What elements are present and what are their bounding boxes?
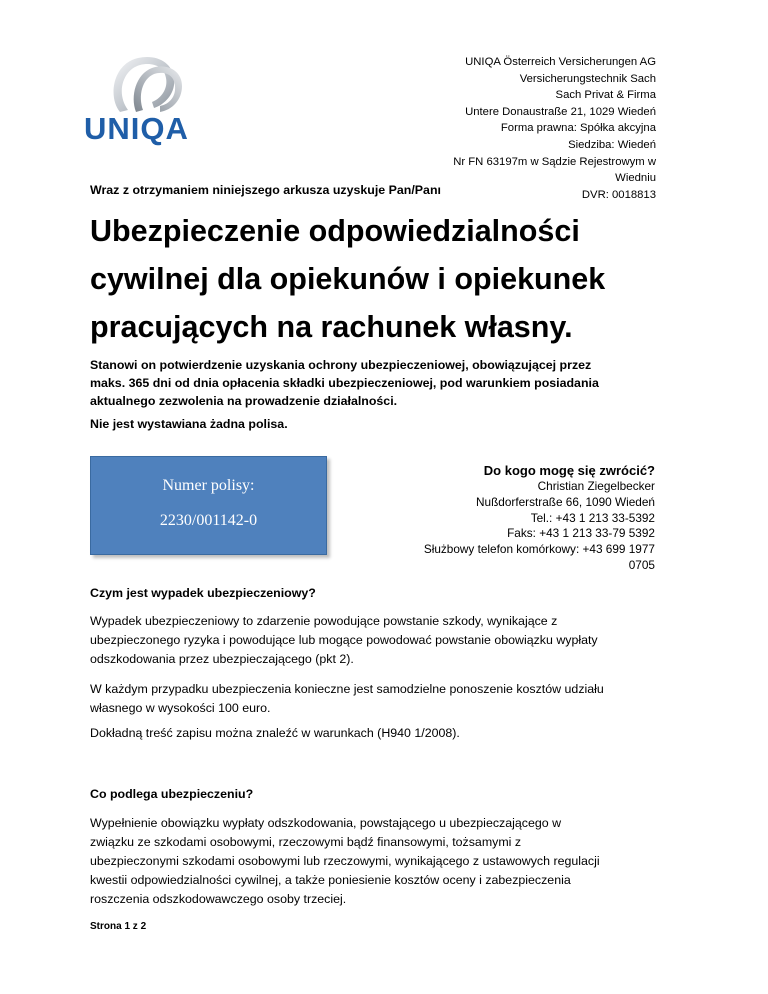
section1-paragraph-3 — [90, 724, 685, 743]
section1-paragraph-1 — [90, 612, 685, 669]
lead-line: maks. 365 dni od dnia opłacenia składki ubezpieczeniowej, pod warunkiem posiadania — [90, 376, 599, 390]
contact-line: Tel.: +43 1 213 33-5392 — [530, 510, 655, 525]
paragraph-line: ubezpieczonymi szkodami osobowymi lub rzeczowymi, wynikającego z ustawowych regulacji — [90, 854, 600, 868]
policy-number: 2230/001142-0 — [159, 512, 258, 529]
paragraph-line: związku ze szkodami osobowymi, rzeczowymi bądź finansowymi, tożsamymi z — [90, 835, 522, 849]
page-title — [90, 207, 690, 351]
policy-label: Numer polisy: — [162, 477, 255, 494]
company-line: Sach Privat & Firma — [555, 89, 656, 102]
paragraph-line: Wypełnienie obowiązku wypłaty odszkodowania, powstającego u ubezpieczającego w — [90, 816, 562, 830]
contact-line: Faks: +43 1 213 33-79 5392 — [507, 526, 655, 541]
paragraph-line: roszczenia odszkodowawczego osoby trzeciej. — [90, 892, 347, 906]
company-line: Untere Donaustraße 21, 1029 Wiedeń — [465, 105, 656, 118]
lead-paragraph — [90, 356, 670, 410]
section-heading-insured-event: Czym jest wypadek ubezpieczeniowy? — [90, 586, 316, 600]
intro-text: Wraz z otrzymaniem niniejszego arkusza uzyskuje Pan/Panı — [90, 183, 441, 197]
company-address — [366, 54, 656, 203]
company-line: Nr FN 63197m w Sądzie Rejestrowym w — [453, 155, 656, 168]
uniqa-logo — [84, 52, 214, 147]
paragraph-line: W każdym przypadku ubezpieczenia konieczne jest samodzielne ponoszenie kosztów udziału — [90, 682, 604, 696]
paragraph-line: Dokładną treść zapisu można znaleźć w warunkach (H940 1/2008). — [90, 726, 460, 740]
policy-number-box — [90, 456, 327, 555]
contact-line: Christian Ziegelbecker — [537, 479, 655, 493]
company-line: UNIQA Österreich Versicherungen AG — [465, 56, 656, 68]
company-line: Siedziba: Wiedeń — [568, 138, 656, 151]
paragraph-line: odszkodowania przez ubezpieczającego (pkt 2). — [90, 652, 354, 666]
title-line: pracujących na rachunek własny. — [90, 310, 573, 344]
contact-heading: Do kogo mogę się zwrócić? — [483, 463, 655, 478]
lead-line: aktualnego zezwolenia na prowadzenie działalności. — [90, 394, 398, 408]
no-policy-note: Nie jest wystawiana żadna polisa. — [90, 417, 288, 431]
section-heading-coverage: Co podlega ubezpieczeniu? — [90, 787, 254, 801]
paragraph-line: ubezpieczonego ryzyka i powodujące lub mogące powodować powstanie obowiązku wypłaty — [90, 633, 598, 647]
contact-line: 0705 — [628, 557, 655, 572]
uniqa-logo-mark-icon — [106, 52, 186, 116]
section2-paragraph-1 — [90, 814, 685, 909]
contact-block — [355, 462, 655, 574]
paragraph-line: własnego w wysokości 100 euro. — [90, 701, 271, 715]
paragraph-line: kwestii odpowiedzialności cywilnej, a także poniesienie kosztów oceny i zabezpieczenia — [90, 873, 571, 887]
section1-paragraph-2 — [90, 680, 685, 718]
lead-line: Stanowi on potwierdzenie uzyskania ochrony ubezpieczeniowej, obowiązującej przez — [90, 358, 592, 372]
company-line: DVR: 0018813 — [581, 188, 656, 201]
uniqa-wordmark: UNIQA — [84, 111, 189, 146]
page-footer: Strona 1 z 2 — [90, 921, 147, 932]
contact-line: Służbowy telefon komórkowy: +43 699 1977 — [423, 542, 655, 557]
title-line: cywilnej dla opiekunów i opiekunek — [90, 262, 606, 296]
company-line: Forma prawna: Spółka akcyjna — [500, 122, 656, 135]
company-line: Wiedniu — [615, 172, 656, 185]
paragraph-line: Wypadek ubezpieczeniowy to zdarzenie powodujące powstanie szkody, wynikające z — [90, 614, 558, 628]
contact-line: Nußdorferstraße 66, 1090 Wiedeń — [475, 494, 655, 509]
company-line: Versicherungstechnik Sach — [519, 72, 656, 85]
title-line: Ubezpieczenie odpowiedzialności — [90, 214, 580, 248]
